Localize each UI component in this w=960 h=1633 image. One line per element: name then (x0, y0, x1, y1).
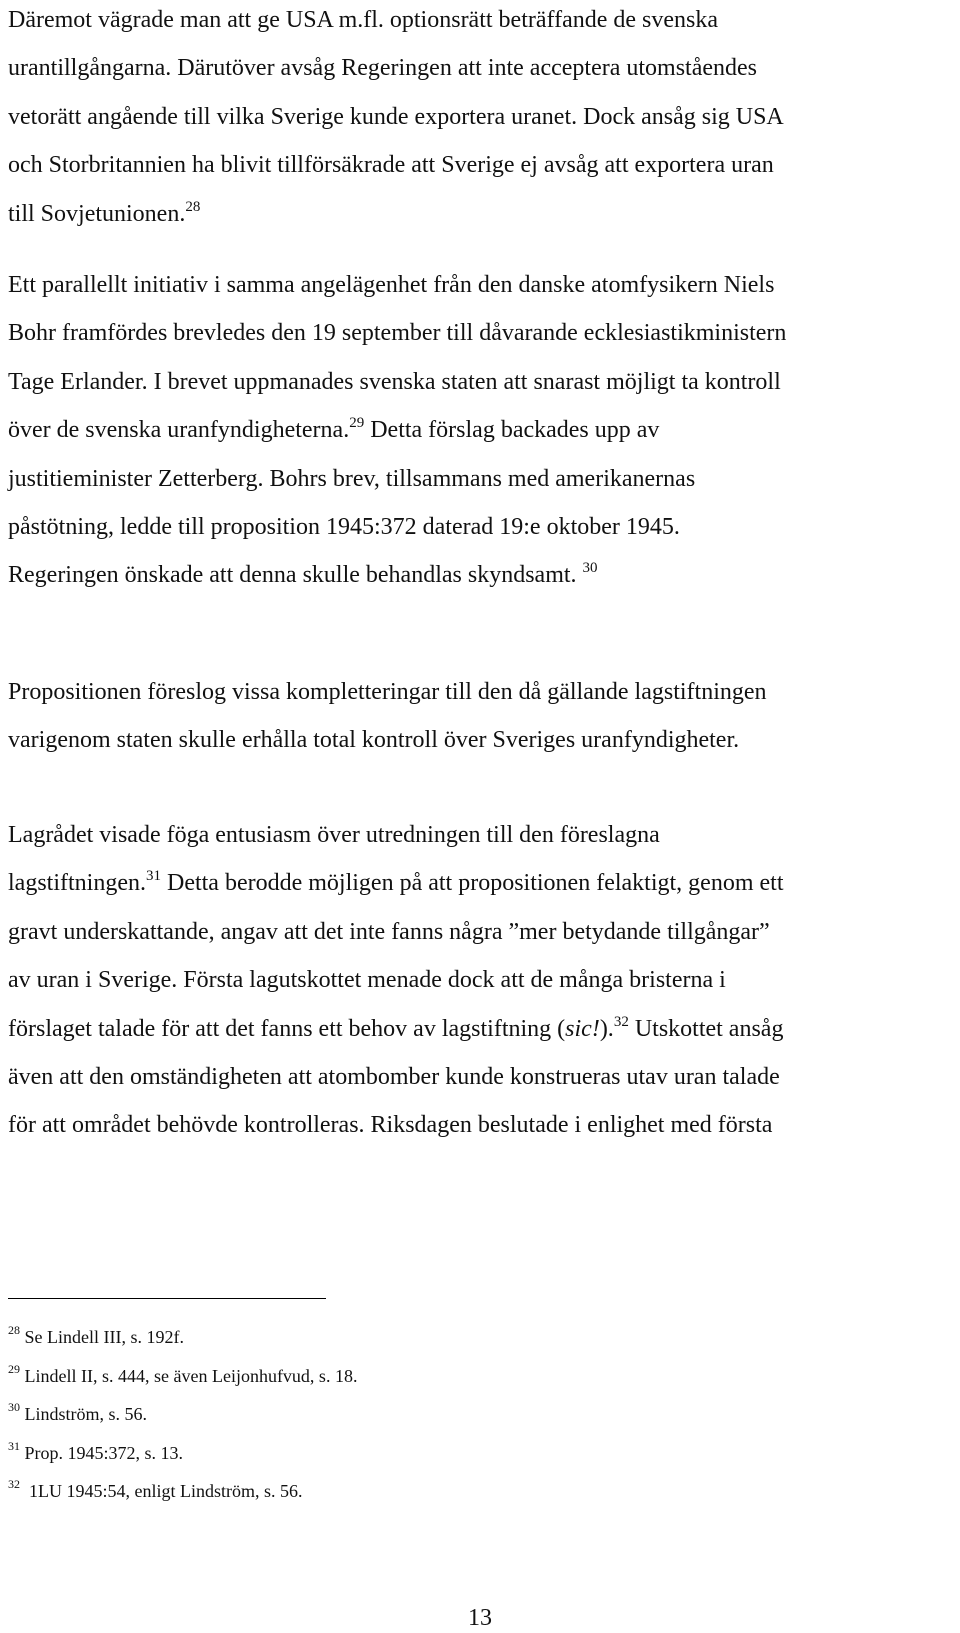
line-text: urantillgångarna. Därutöver avsåg Regeringen att inte acceptera utomståendes (8, 55, 758, 82)
footnote-divider (8, 1298, 326, 1299)
text-line (8, 93, 784, 141)
footnote-number: 30 (8, 1400, 20, 1414)
text-line (8, 716, 767, 764)
paragraph-3 (8, 668, 767, 765)
text-line (8, 0, 784, 44)
line-text: även att den omständigheten att atombomber kunde konstrueras utav uran talade (8, 1063, 780, 1090)
line-text: Detta berodde möjligen på att propositionen felaktigt, genom ett (160, 870, 784, 897)
line-text: vetorätt angående till vilka Sverige kunde exportera uranet. Dock ansåg sig USA (8, 103, 784, 130)
text-line (8, 1101, 783, 1149)
text-line (8, 455, 786, 503)
line-text: lagstiftningen. (8, 870, 146, 897)
italic-text: sic! (565, 1015, 600, 1042)
line-text: Bohr framfördes brevledes den 19 september till dåvarande ecklesiastikministern (8, 320, 787, 347)
paragraph-4 (8, 811, 783, 1150)
line-text: Lagrådet visade föga entusiasm över utredningen till den föreslagna (8, 822, 660, 848)
text-line (8, 1053, 783, 1101)
line-text: Tage Erlander. I brevet uppmanades svenska staten att snarast möjligt ta kontroll (8, 368, 781, 395)
text-line (8, 551, 786, 599)
text-line (8, 1005, 783, 1053)
text-line (8, 956, 783, 1004)
text-line (8, 358, 786, 406)
footnote-text: Se Lindell III, s. 192f. (20, 1327, 184, 1347)
text-line (8, 908, 783, 956)
footnote (8, 1472, 357, 1511)
line-text: till Sovjetunionen. (8, 200, 186, 227)
page-number: 13 (468, 1605, 492, 1631)
footnote-ref[interactable]: 31 (145, 868, 161, 885)
line-text: över de svenska uranfyndigheterna. (8, 417, 350, 444)
line-text: varigenom staten skulle erhålla total kontroll över Sveriges uranfyndigheter. (8, 727, 740, 754)
text-line (8, 44, 784, 92)
line-text: ). (599, 1015, 614, 1042)
line-text: Ett parallellt initiativ i samma angelägenhet från den danske atomfysikern Niels (8, 272, 775, 298)
line-text: förslaget talade för att det fanns ett behov av lagstiftning ( (8, 1015, 566, 1042)
footnote-ref[interactable]: 32 (613, 1013, 629, 1030)
line-text: och Storbritannien ha blivit tillförsäkrade att Sverige ej avsåg att exportera uran (8, 152, 774, 179)
paragraph-1 (8, 0, 784, 238)
line-text: gravt underskattande, angav att det inte fanns några ”mer betydande tillgångar” (8, 918, 770, 945)
footnote-text: Lindell II, s. 444, se även Leijonhufvud, s. 18. (20, 1365, 358, 1386)
text-line (8, 141, 784, 189)
text-line (8, 859, 783, 907)
footnote-number: 31 (8, 1438, 20, 1453)
footnote-number: 32 (8, 1477, 20, 1491)
footnote-number: 28 (8, 1323, 20, 1337)
footnote (8, 1357, 357, 1396)
text-line (8, 668, 767, 716)
footnote-text: Lindström, s. 56. (20, 1404, 148, 1424)
line-text: påstötning, ledde till proposition 1945:372 daterad 19:e oktober 1945. (8, 513, 680, 540)
text-line (8, 811, 783, 859)
line-text: Utskottet ansåg (628, 1015, 784, 1042)
text-line (8, 261, 786, 309)
paragraph-2 (8, 261, 786, 600)
line-text: Regeringen önskade att denna skulle behandlas skyndsamt. (8, 562, 583, 589)
text-line (8, 406, 786, 454)
line-text: Detta förslag backades upp av (364, 417, 660, 444)
line-text: Däremot vägrade man att ge USA m.fl. optionsrätt beträffande de svenska (8, 7, 719, 33)
footnote-text: 1LU 1945:54, enligt Lindström, s. 56. (20, 1481, 303, 1501)
footnotes (8, 1318, 357, 1511)
line-text: Propositionen föreslog vissa kompletteringar till den då gällande lagstiftningen (8, 679, 767, 705)
footnote-number: 29 (8, 1361, 20, 1376)
text-line (8, 309, 786, 357)
text-line (8, 503, 786, 551)
footnote-ref[interactable]: 30 (582, 560, 598, 577)
footnote (8, 1434, 357, 1473)
line-text: justitieminister Zetterberg. Bohrs brev, tillsammans med amerikanernas (8, 465, 696, 492)
footnote-ref[interactable]: 29 (349, 415, 365, 432)
footnote-ref[interactable]: 28 (185, 198, 201, 215)
text-line (8, 190, 784, 238)
footnote (8, 1318, 357, 1357)
line-text: för att området behövde kontrolleras. Riksdagen beslutade i enlighet med första (8, 1112, 773, 1139)
footnote (8, 1395, 357, 1434)
footnote-text: Prop. 1945:372, s. 13. (20, 1442, 184, 1463)
line-text: av uran i Sverige. Första lagutskottet menade dock att de många bristerna i (8, 967, 726, 994)
